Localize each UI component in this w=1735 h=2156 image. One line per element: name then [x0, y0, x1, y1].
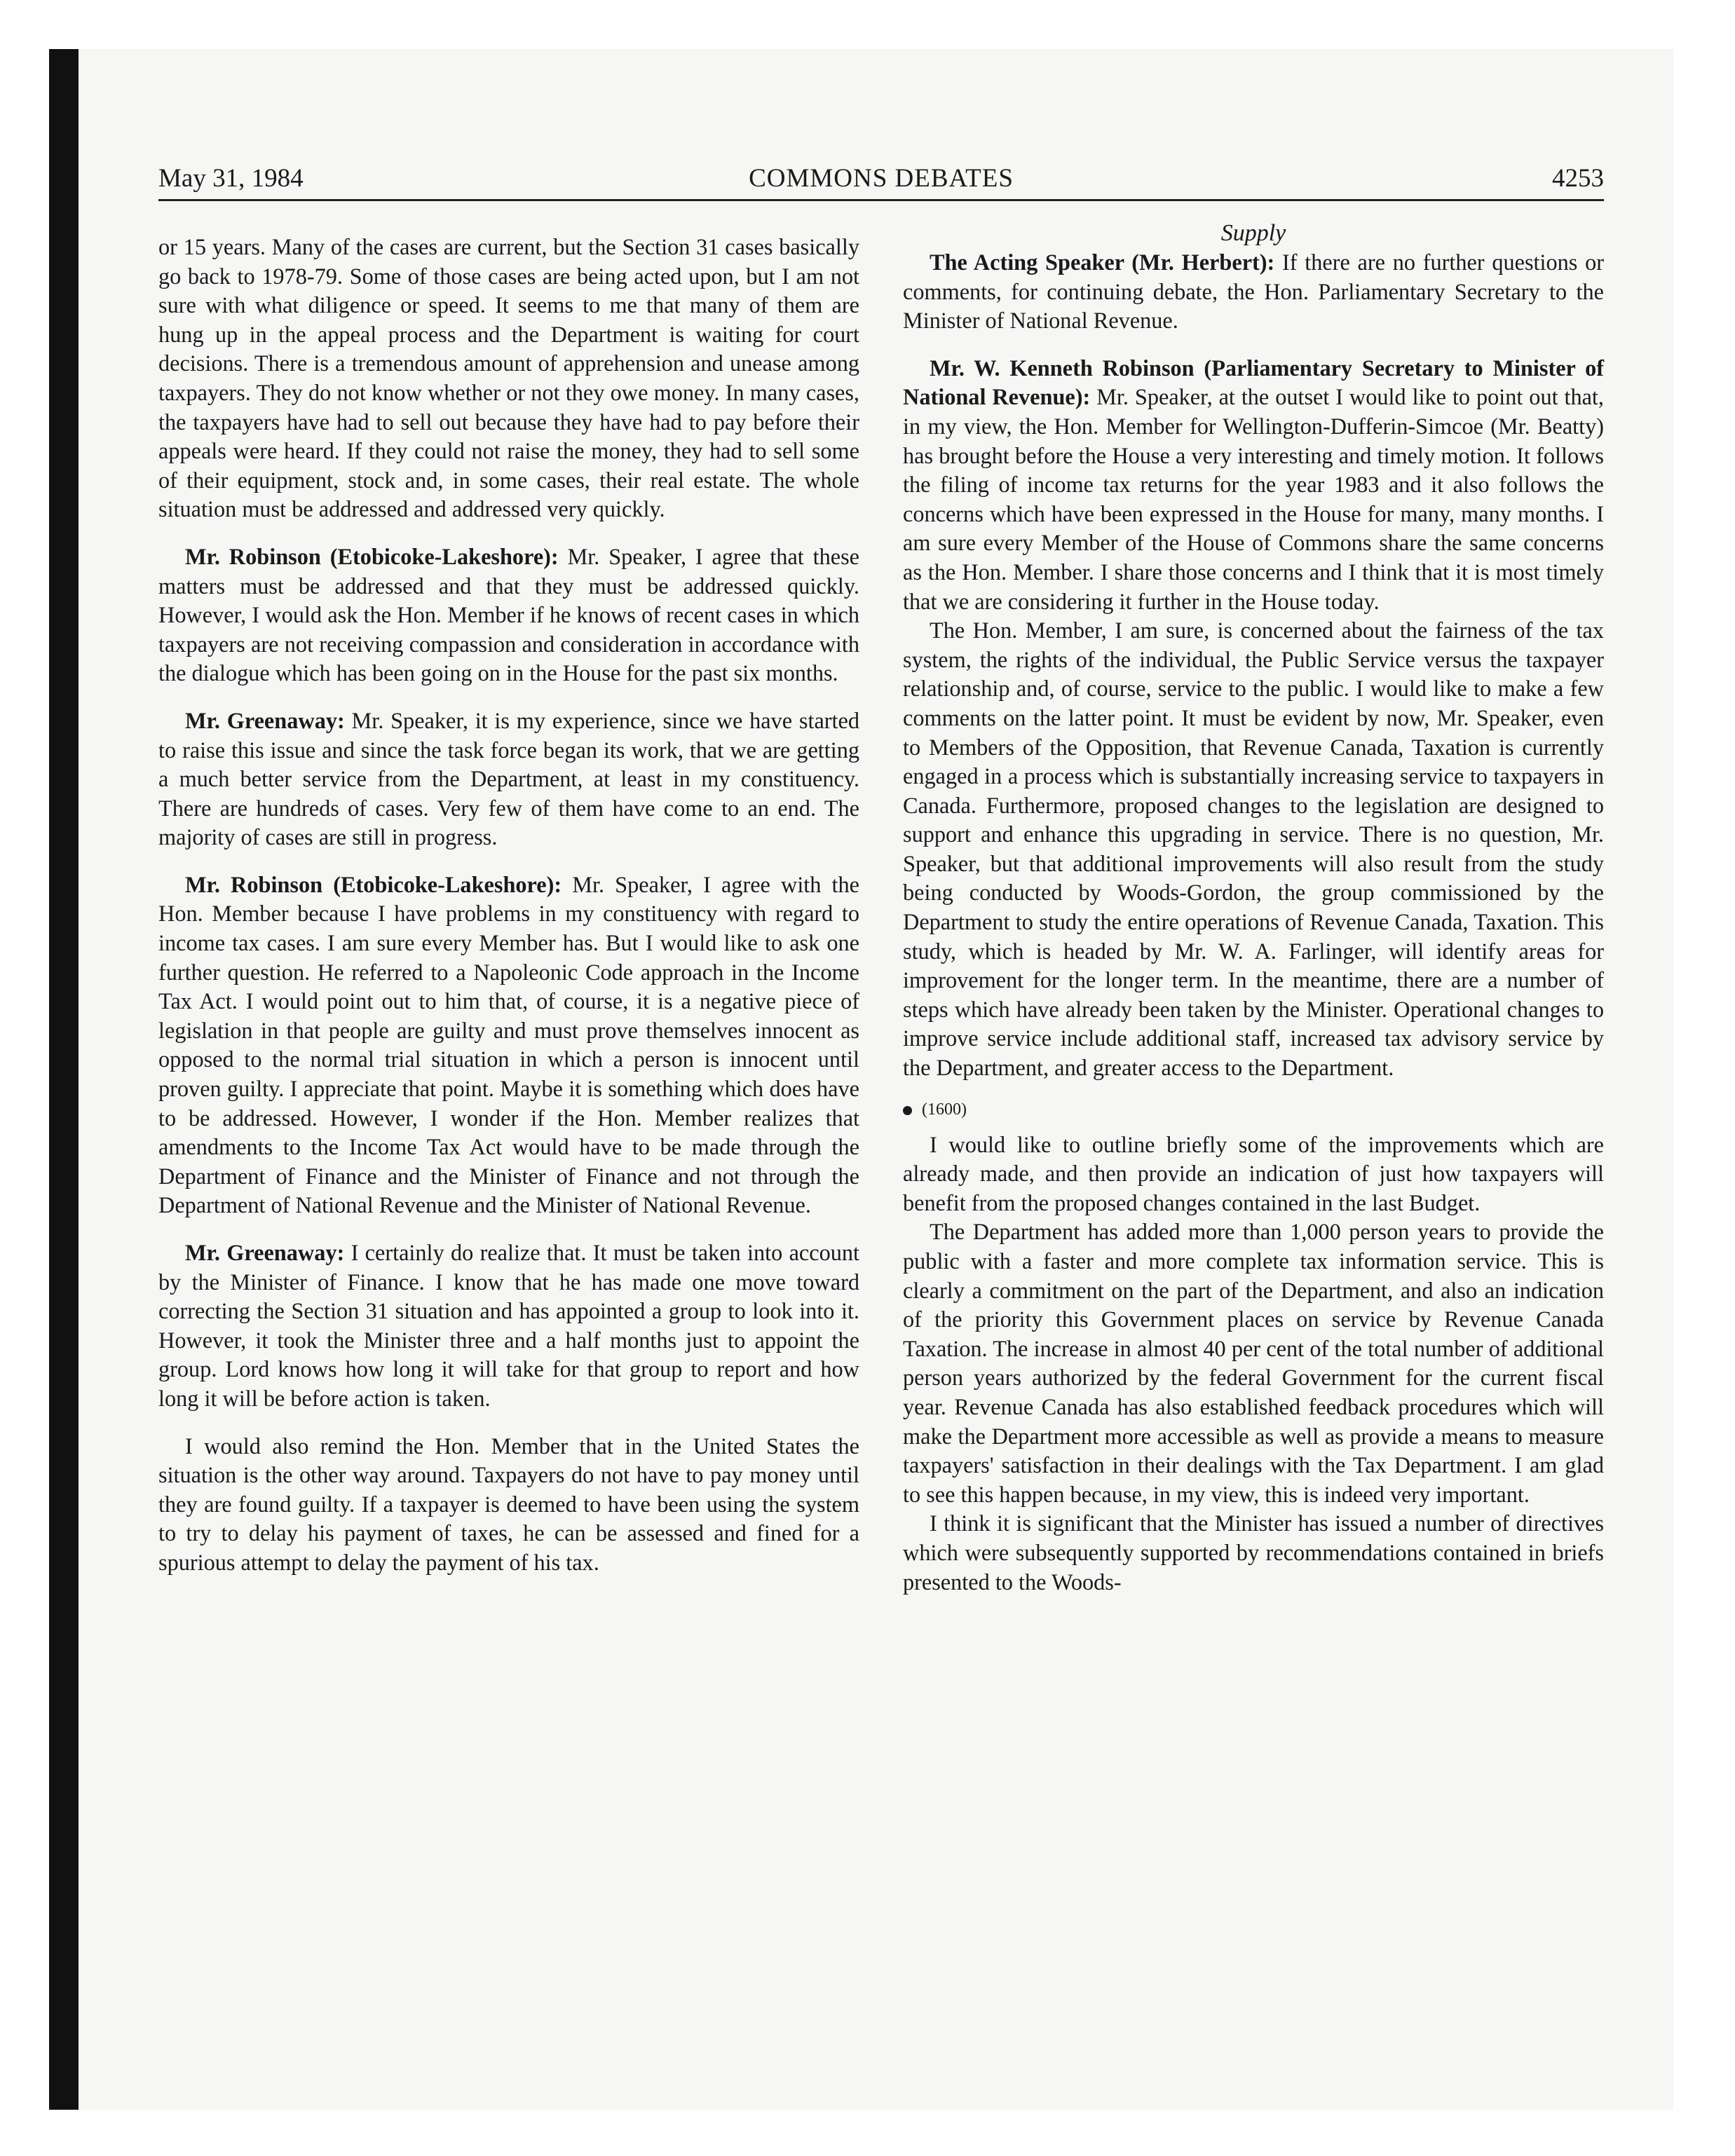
speech-paragraph — [158, 871, 859, 1220]
paragraph: I would like to outline briefly some of the improvements which are already made, and then provide an indication of just how taxpayers will benefit from the proposed changes contained in the last Budget. — [903, 1131, 1604, 1215]
bullet-icon — [903, 1106, 912, 1115]
speaker-name: Mr. Greenaway: — [185, 1240, 345, 1265]
paragraph: I think it is significant that the Minister has issued a number of directives which were subsequently supported by recommendations contained in briefs presented to the Woods- — [903, 1510, 1604, 1595]
left-column — [158, 233, 859, 1578]
time-marker-text: (1600) — [922, 1100, 967, 1119]
speaker-name: Mr. W. Kenneth Robinson (Parliamentary Secretary to Minister of National Revenue): — [903, 355, 1604, 410]
right-column — [903, 219, 1604, 1597]
running-header — [158, 163, 1604, 201]
speech-paragraph — [158, 543, 859, 688]
paragraph: I would also remind the Hon. Member that in the United States the situation is the other way around. Taxpayers do not have to pay money until they are found guilty. If a taxpayer is deemed to have been using the system to try to delay his payment of taxes, he can be assessed and fined for a spurious attempt to delay the payment of his tax. — [158, 1433, 859, 1575]
paragraph: or 15 years. Many of the cases are current, but the Section 31 cases basically go back to 1978-79. Some of those cases are being acted upon, but I am not sure with what diligence or speed. It seems to me that many of them are hung up in the appeal process and the Department is waiting for court decisions. There is a tremendous amount of apprehension and unease among taxpayers. They do not know whether or not they owe money. In many cases, the taxpayers have had to sell out because they have had to pay before their appeals were heard. If they could not raise the money, they had to sell some of their equipment, stock and, in some cases, their real estate. The whole situation must be addressed and addressed very quickly. — [158, 234, 859, 522]
header-page-number: 4253 — [1552, 164, 1604, 193]
paragraph: The Department has added more than 1,000 person years to provide the public with a faster and more complete tax information service. This is clearly a commitment on the part of the Department, and also an indication of the priority this Government places on service by Revenue Canada Taxation. The increase in almost 40 per cent of the total number of additional person years authorized by the federal Government for the current fiscal year. Revenue Canada has also established feedback procedures which will make the Department more accessible as well as provide a means to measure taxpayers' satisfaction in their dealings with the Tax Department. I am glad to see this happen because, in my view, this is indeed very important. — [903, 1219, 1604, 1507]
speaker-name: Mr. Greenaway: — [185, 707, 345, 733]
time-marker — [903, 1096, 1604, 1124]
speaker-name: Mr. Robinson (Etobicoke-Lakeshore): — [185, 871, 562, 897]
speech-paragraph — [158, 1239, 859, 1414]
scan-binding-edge — [49, 49, 79, 2110]
document-page — [158, 163, 1604, 1595]
speech-text: I certainly do realize that. It must be taken into account by the Minister of Finance. I know that he has made one move toward correcting the Section 31 situation and has appointed a group to look into it. However, it took the Minister three and a half months just to appoint the group. Lord knows how long it will take for that group to report and how long it will be before action is taken. — [158, 1240, 859, 1411]
speech-text: Mr. Speaker, it is my experience, since we have started to raise this issue and since the task force began its work, that we are getting a much better service from the Department, at least in my constituency. There are hundreds of cases. Very few of them have come to an end. The majority of cases are still in progress. — [158, 707, 859, 850]
speech-text: Mr. Speaker, I agree with the Hon. Member because I have problems in my constituency with regard to income tax cases. I am sure every Member has. But I would like to ask one further question. He referred to a Napoleonic Code approach in the Income Tax Act. I would point out to him that, of course, it is a negative piece of legislation in that people are guilty and must prove themselves innocent as opposed to the normal trial situation in which a person is innocent until proven guilty. I appreciate that point. Maybe it is something which does have to be addressed. However, I wonder if the Hon. Member realizes that amendments to the Income Tax Act would have to be made through the Department of Finance and the Minister of Finance and not through the Department of National Revenue and the Minister of National Revenue. — [158, 871, 859, 1218]
speaker-name: Mr. Robinson (Etobicoke-Lakeshore): — [185, 543, 559, 569]
speech-paragraph — [158, 707, 859, 852]
section-title: Supply — [1220, 220, 1286, 246]
speech-text: Mr. Speaker, at the outset I would like to point out that, in my view, the Hon. Member for Wellington-Dufferin-Simcoe (Mr. Beatty) has brought before the House a very interesting and timely motion. It follows the filing of income tax returns for the year 1983 and it also follows the concerns which have been expressed in the House for many, many months. I am sure every Member of the House of Commons share the same concerns as the Hon. Member. I share those concerns and I think that it is most timely that we are considering it further in the House today. — [903, 384, 1604, 614]
speech-paragraph — [903, 354, 1604, 616]
header-date: May 31, 1984 — [158, 164, 304, 193]
speech-text: Mr. Speaker, I agree that these matters must be addressed and that they must be addressed quickly. However, I would ask the Hon. Member if he knows of recent cases in which taxpayers are not receiving compassion and consideration in accordance with the dialogue which has been going on in the House for the past six months. — [158, 543, 860, 686]
header-publication-title: COMMONS DEBATES — [749, 164, 1014, 193]
speaker-name: The Acting Speaker (Mr. Herbert): — [930, 250, 1275, 275]
speech-text: If there are no further questions or comments, for continuing debate, the Hon. Parliamentary Secretary to the Minister of National Revenue. — [903, 250, 1604, 334]
speech-paragraph — [903, 248, 1604, 336]
paragraph: The Hon. Member, I am sure, is concerned about the fairness of the tax system, the rights of the individual, the Public Service versus the taxpayer relationship and, of course, service to the public. I would like to make a few comments on the latter point. It must be evident by now, Mr. Speaker, even to Members of the Opposition, that Revenue Canada, Taxation is currently engaged in a process which is substantially increasing service to taxpayers in Canada. Furthermore, proposed changes to the legislation are designed to support and enhance this upgrading in service. There is no question, Mr. Speaker, but that additional improvements will also result from the study being conducted by Woods-Gordon, the group commissioned by the Department to study the entire operations of Revenue Canada, Taxation. This study, which is headed by Mr. W. A. Farlinger, will identify areas for improvement for the longer term. In the meantime, there are a number of steps which have already been taken by the Minister. Operational changes to improve service include additional staff, increased tax advisory service by the Department, and greater access to the Department. — [903, 618, 1604, 1081]
